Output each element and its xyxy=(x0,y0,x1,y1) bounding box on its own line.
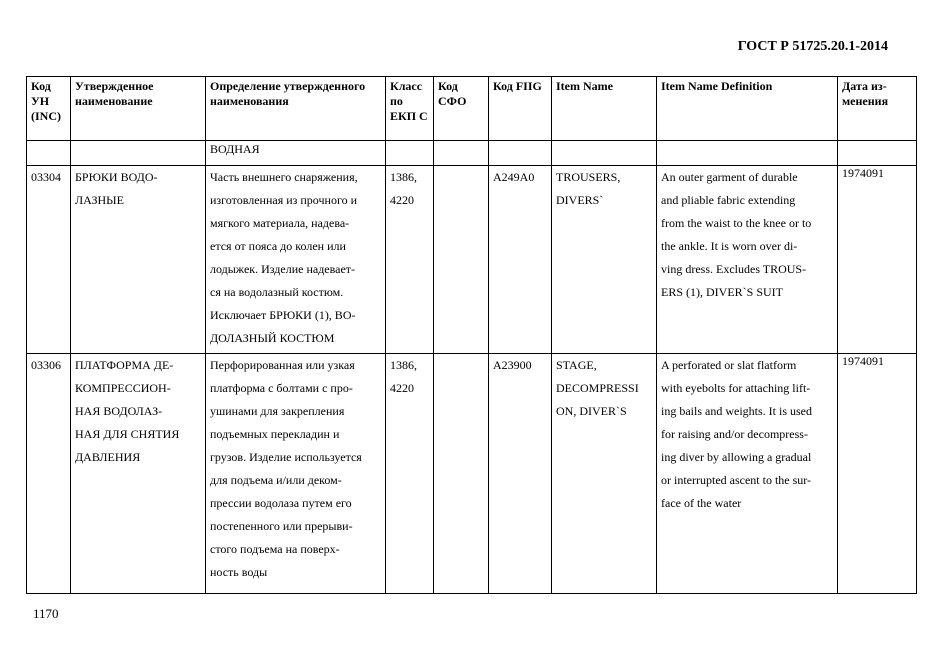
class-code: 1386, 4220 xyxy=(386,166,434,354)
table-header-row xyxy=(27,77,917,141)
col-header-fiig: Код FIIG xyxy=(489,77,552,141)
col-header-class: Класс по ЕКП С xyxy=(386,77,434,141)
table-row xyxy=(27,166,917,354)
col-header-item-name: Item Name xyxy=(552,77,657,141)
document-code: ГОСТ Р 51725.20.1-2014 xyxy=(737,39,888,54)
inc-code: 03306 xyxy=(27,354,71,594)
col-header-definition: Определение утвержденного наименования xyxy=(206,77,386,141)
inc-code: 03304 xyxy=(27,166,71,354)
definition: Часть внешнего снаряжения, изготовленная из прочного и мягкого материала, надева- ется от пояса до колен или лодыжек. Изделие надевает- ся на водолазный костюм. Исключает БРЮКИ (1), ВО- ДОЛАЗНЫЙ КОСТЮМ xyxy=(206,166,386,354)
continuation-row xyxy=(27,141,917,166)
sfo-code xyxy=(434,354,489,594)
approved-name: БРЮКИ ВОДО- ЛАЗНЫЕ xyxy=(71,166,206,354)
page-number: 1170 xyxy=(33,606,59,621)
catalog-table xyxy=(26,76,917,594)
change-date: 1974091 xyxy=(838,354,917,594)
item-definition: An outer garment of durable and pliable fabric extending from the waist to the knee or to the ankle. It is worn over di- ving dress. Excludes TROUS- ERS (1), DIVER`S SUIT xyxy=(657,166,838,354)
definition: Перфорированная или узкая платформа с болтами с про- ушинами для закрепления подъемных перекладин и грузов. Изделие используется для подъема и/или деком- прессии водолаза путем его постепенного или прерыви- стого подъема на поверх- ность воды xyxy=(206,354,386,594)
class-code: 1386, 4220 xyxy=(386,354,434,594)
table-row xyxy=(27,354,917,594)
item-name: STAGE, DECOMPRESSI ON, DIVER`S xyxy=(552,354,657,594)
approved-name: ПЛАТФОРМА ДЕ- КОМПРЕССИОН- НАЯ ВОДОЛАЗ- НАЯ ДЛЯ СНЯТИЯ ДАВЛЕНИЯ xyxy=(71,354,206,594)
change-date: 1974091 xyxy=(838,166,917,354)
col-header-approved-name: Утвержденное наименование xyxy=(71,77,206,141)
continuation-definition: ВОДНАЯ xyxy=(206,141,386,166)
sfo-code xyxy=(434,166,489,354)
fiig-code: A249A0 xyxy=(489,166,552,354)
item-definition: A perforated or slat flatform with eyebolts for attaching lift- ing bails and weights. It is used for raising and/or decompress- ing diver by allowing a gradual or interrupted ascent to the sur- face of the water xyxy=(657,354,838,594)
fiig-code: A23900 xyxy=(489,354,552,594)
col-header-sfo: Код СФО xyxy=(434,77,489,141)
item-name: TROUSERS, DIVERS` xyxy=(552,166,657,354)
col-header-change-date: Дата из-менения xyxy=(838,77,917,141)
col-header-item-definition: Item Name Definition xyxy=(657,77,838,141)
col-header-inc: Код УН (INC) xyxy=(27,77,71,141)
